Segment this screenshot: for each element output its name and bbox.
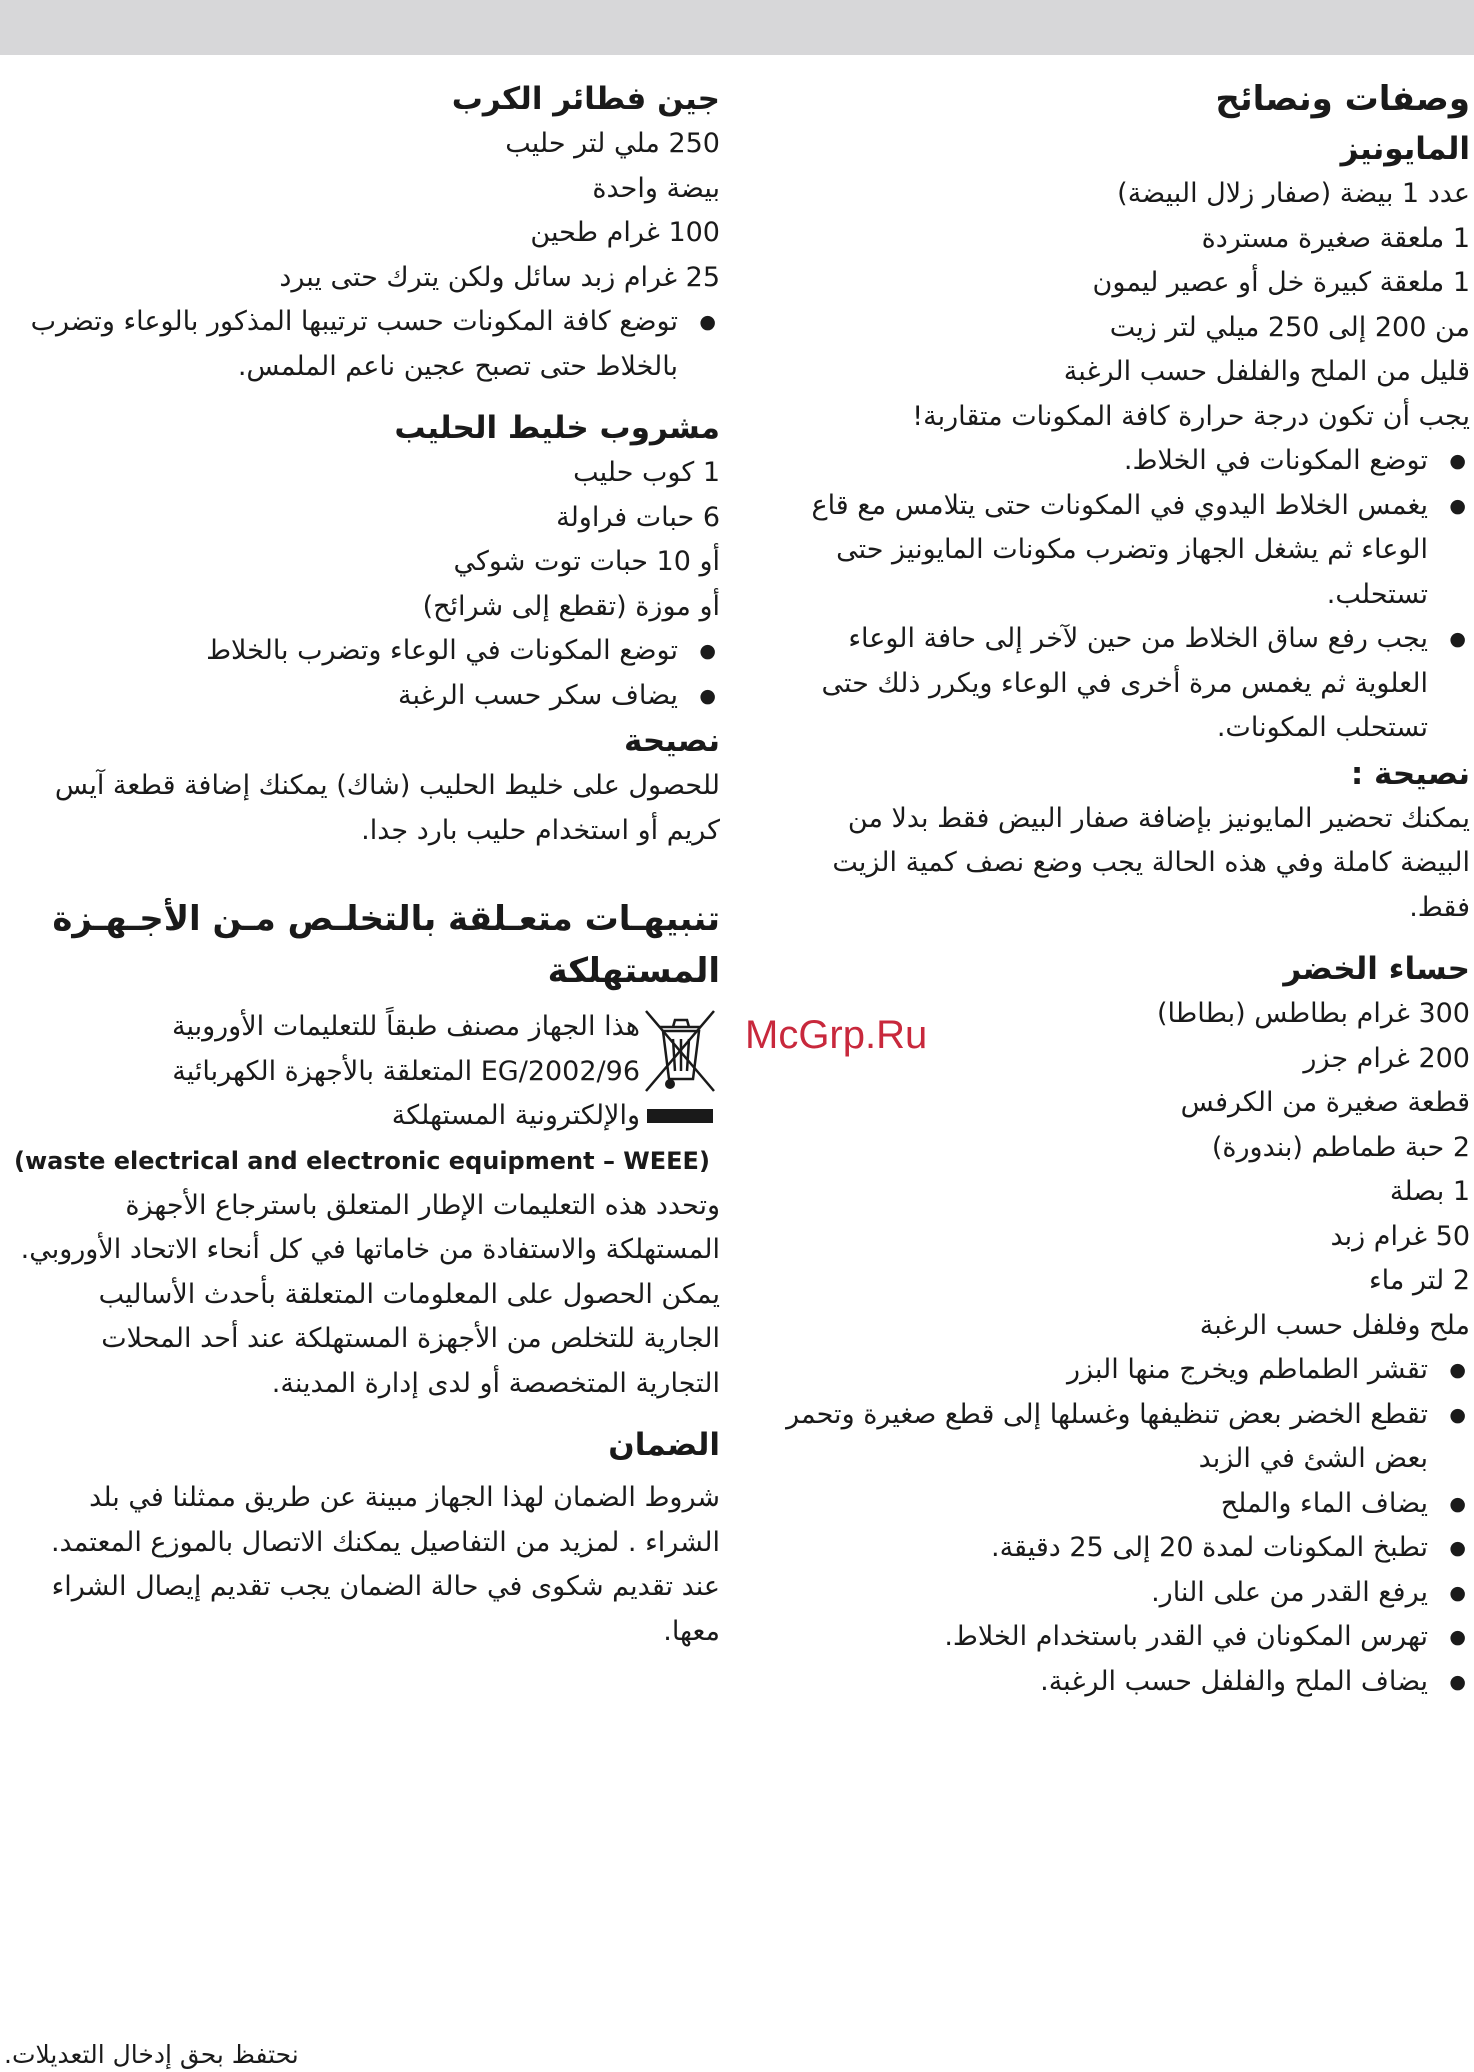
list-item: ● توضع المكونات في الوعاء وتضرب بالخلاط xyxy=(14,629,720,674)
milkshake-ingredients xyxy=(14,451,720,629)
ingredient-line: 1 ملعقة كبيرة خل أو عصير ليمون xyxy=(1092,267,1470,298)
crepe-steps xyxy=(14,300,720,389)
list-item: ● تقطع الخضر بعض تنظيفها وغسلها إلى قطع صغيرة وتحمر بعض الشئ في الزبد xyxy=(770,1393,1470,1482)
warranty-heading: الضمان xyxy=(608,1427,720,1463)
ingredient-line: 6 حبات فراولة xyxy=(556,501,720,533)
list-item: ● يضاف الملح والفلفل حسب الرغبة. xyxy=(770,1660,1470,1705)
ingredient-line: أو موزة (تقطع إلى شرائح) xyxy=(422,590,720,622)
ingredient-line: 200 غرام جزر xyxy=(1303,1042,1470,1074)
disposal-body: وتحدد هذه التعليمات الإطار المتعلق باسترجاع الأجهزة المستهلكة والاستفادة من خاماتها في كل أنحاء الاتحاد الأوروبي. يمكن الحصول على المعلومات المتعلقة بأحدث الأساليب الجارية للتخلص من الأجهزة المستهلكة عند أحد المحلات التجارية المتخصصة أو لدى إدارة المدينة. xyxy=(20,1189,720,1399)
milkshake-tip: للحصول على خليط الحليب (شاك) يمكنك إضافة قطعة آيس كريم أو استخدام حليب بارد جدا. xyxy=(54,770,720,846)
weee-text xyxy=(14,1005,640,1139)
ingredient-line: قليل من الملح والفلفل حسب الرغبة xyxy=(1063,356,1470,387)
ingredient-line: 25 غرام زبد سائل ولكن يترك حتى يبرد xyxy=(279,261,720,293)
list-item: ● توضع كافة المكونات حسب ترتيبها المذكور بالوعاء وتضرب بالخلاط حتى تصبح عجين ناعم الملمس. xyxy=(14,300,720,389)
weee-line: 2002/96/EG المتعلقة بالأجهزة الكهربائية xyxy=(172,1055,640,1087)
ingredient-line: 1 كوب حليب xyxy=(573,457,720,488)
ingredient-line: 2 لتر ماء xyxy=(1368,1265,1470,1296)
list-item: ● تهرس المكونان في القدر باستخدام الخلاط. xyxy=(770,1615,1470,1660)
weee-line: هذا الجهاز مصنف طبقاً للتعليمات الأوروبية xyxy=(171,1011,640,1042)
list-item: ● تطبخ المكونات لمدة 20 إلى 25 دقيقة. xyxy=(770,1526,1470,1571)
ingredient-line: 100 غرام طحين xyxy=(530,217,720,248)
warranty-body: شروط الضمان لهذا الجهاز مبينة عن طريق ممثلنا في بلد الشراء . لمزيد من التفاصيل يمكنك الاتصال بالموزع المعتمد. عند تقديم شكوى في حالة الضمان يجب تقديم إيصال الشراء معها. xyxy=(50,1482,720,1647)
mayonnaise-steps xyxy=(770,439,1470,751)
list-item: ● يرفع القدر من على النار. xyxy=(770,1571,1470,1616)
disposal-heading: تنبيهـات متعـلقة بالتخلـص مـن الأجـهـزة المستهلكة xyxy=(52,899,720,991)
page-title: وصفات ونصائح xyxy=(1215,79,1470,119)
list-item: ● يجب رفع ساق الخلاط من حين لآخر إلى حافة الوعاء العلوية ثم يغمس مرة أخرى في الوعاء ويكرر ذلك حتى تستحلب المكونات. xyxy=(770,617,1470,751)
milkshake-heading: مشروب خليط الحليب xyxy=(394,410,720,446)
list-item: ● يضاف الماء والملح xyxy=(770,1482,1470,1527)
list-item: ● توضع المكونات في الخلاط. xyxy=(770,439,1470,484)
crepe-ingredients xyxy=(14,122,720,300)
weee-english-line: (waste electrical and electronic equipment – WEEE) xyxy=(14,1147,710,1175)
soup-steps xyxy=(770,1348,1470,1704)
ingredient-line: 1 بصلة xyxy=(1389,1176,1470,1207)
list-item: ● تقشر الطماطم ويخرج منها البزر xyxy=(770,1348,1470,1393)
list-item: ● يغمس الخلاط اليدوي في المكونات حتى يتلامس مع قاع الوعاء ثم يشغل الجهاز وتضرب مكونات المايونيز حتى تستحلب. xyxy=(770,484,1470,618)
ingredient-line: 250 ملي لتر حليب xyxy=(505,128,720,159)
milkshake-tip-heading: نصيحة xyxy=(624,723,720,759)
crossed-out-bin-icon xyxy=(640,1005,720,1139)
ingredient-line: يجب أن تكون درجة حرارة كافة المكونات متقاربة! xyxy=(912,400,1470,432)
weee-line: والإلكترونية المستهلكة xyxy=(391,1100,640,1131)
right-column xyxy=(770,76,1470,1704)
mayonnaise-tip: يمكنك تحضير المايونيز بإضافة صفار البيض فقط بدلا من البيضة كاملة وفي هذه الحالة يجب وضع نصف كمية الزيت فقط. xyxy=(832,802,1470,923)
mayonnaise-ingredients xyxy=(770,172,1470,439)
soup-heading: حساء الخضر xyxy=(1283,951,1470,987)
ingredient-line: بيضة واحدة xyxy=(592,172,720,204)
list-item: ● يضاف سكر حسب الرغبة xyxy=(14,674,720,719)
ingredient-line: 300 غرام بطاطس (بطاطا) xyxy=(1156,998,1470,1029)
ingredient-line: عدد 1 بيضة (صفار زلال البيضة) xyxy=(1117,178,1470,209)
crepe-heading: جين فطائر الكرب xyxy=(451,81,720,117)
ingredient-line: قطعة صغيرة من الكرفس xyxy=(1180,1087,1470,1118)
left-column xyxy=(14,76,720,1654)
watermark: McGrp.Ru xyxy=(745,1013,928,1057)
top-bar xyxy=(0,0,1474,55)
ingredient-line: 2 حبة طماطم (بندورة) xyxy=(1211,1131,1470,1163)
mayonnaise-tip-heading: نصيحة : xyxy=(1350,755,1470,792)
mayonnaise-heading: المايونيز xyxy=(1340,131,1470,167)
ingredient-line: 1 ملعقة صغيرة مستردة xyxy=(1201,222,1470,254)
ingredient-line: 50 غرام زبد xyxy=(1330,1220,1470,1252)
weee-notice xyxy=(14,1005,720,1139)
milkshake-steps xyxy=(14,629,720,718)
ingredient-line: من 200 إلى 250 ميلي لتر زيت xyxy=(1109,311,1470,343)
ingredient-line: أو 10 حبات توت شوكي xyxy=(453,546,720,577)
ingredient-line: ملح وفلفل حسب الرغبة xyxy=(1199,1309,1470,1341)
footer-note: نحتفظ بحق إدخال التعديلات. xyxy=(4,2040,299,2069)
